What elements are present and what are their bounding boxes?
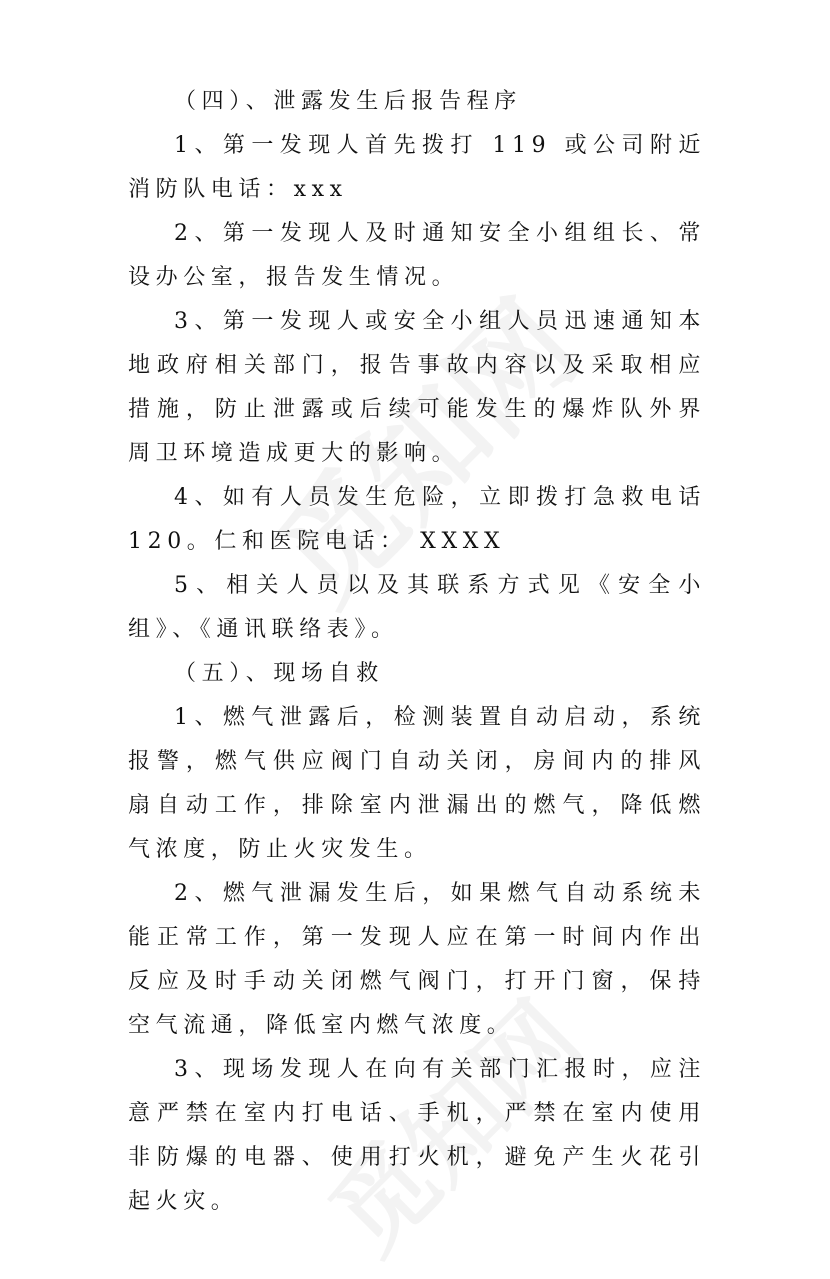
paragraph-rescue-3: 3、现场发现人在向有关部门汇报时，应注意严禁在室内打电话、手机，严禁在室内使用非防爆的电器、使用打火机，避免产生火花引起火灾。 (128, 1057, 706, 1214)
paragraph-rescue-2: 2、燃气泄漏发生后，如果燃气自动系统未能正常工作，第一发现人应在第一时间内作出反应及时手动关闭燃气阀门，打开门窗，保持空气流通，降低室内燃气浓度。 (128, 881, 706, 1038)
paragraph-report-4: 4、如有人员发生危险，立即拨打急救电话120。仁和医院电话： XXXX (128, 485, 706, 554)
section-heading-self-rescue: （五）、现场自救 (174, 661, 384, 686)
document-body (128, 80, 706, 1224)
paragraph-report-2: 2、第一发现人及时通知安全小组组长、常设办公室，报告发生情况。 (128, 221, 706, 290)
paragraph-rescue-1: 1、燃气泄露后，检测装置自动启动，系统报警，燃气供应阀门自动关闭，房间内的排风扇自动工作，排除室内泄漏出的燃气，降低燃气浓度，防止火灾发生。 (128, 705, 706, 862)
paragraph-report-5: 5、相关人员以及其联系方式见《安全小组》、《通讯联络表》。 (128, 573, 706, 642)
paragraph-report-1: 1、第一发现人首先拨打 119 或公司附近消防队电话：xxx (128, 133, 706, 202)
section-heading-leak-report: （四）、泄露发生后报告程序 (174, 89, 522, 114)
paragraph-report-3: 3、第一发现人或安全小组人员迅速通知本地政府相关部门，报告事故内容以及采取相应措施，防止泄露或后续可能发生的爆炸队外界周卫环境造成更大的影响。 (128, 309, 706, 466)
